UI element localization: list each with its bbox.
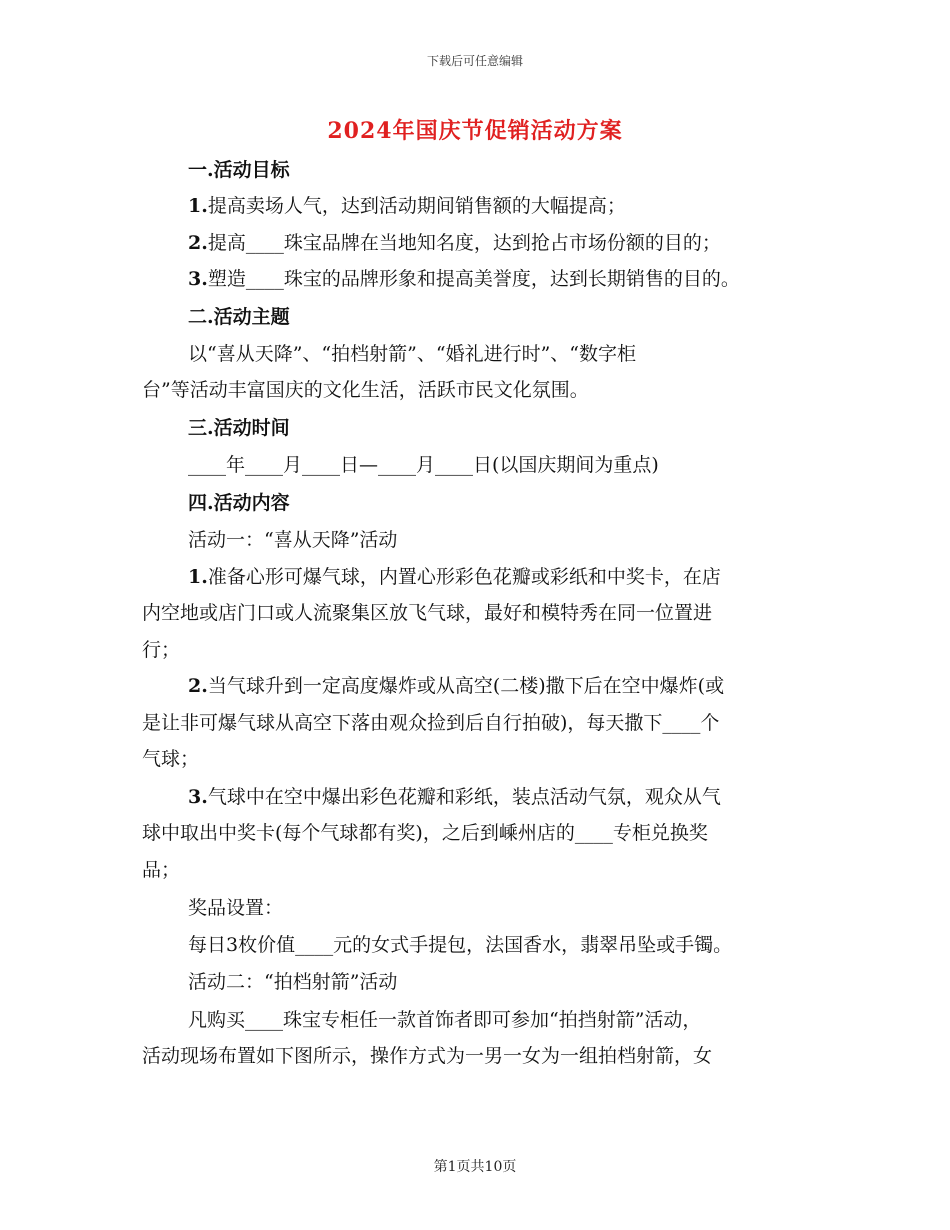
paragraph-line: [142, 1043, 950, 1069]
line-text: 塑造____珠宝的品牌形象和提高美誉度，达到长期销售的目的。: [207, 268, 740, 290]
item-number: 1.: [188, 195, 208, 217]
line-text: 四.活动内容: [188, 492, 290, 514]
item-number: 2.: [188, 232, 208, 254]
line-text: 行；: [142, 639, 181, 661]
line-text: 气球；: [142, 748, 200, 770]
line-text: 气球中在空中爆出彩色花瓣和彩纸，装点活动气氛，观众从气: [207, 786, 721, 808]
section-heading: [188, 157, 950, 183]
paragraph-line: [188, 673, 950, 699]
paragraph-line: [188, 266, 950, 292]
paragraph-line: [188, 932, 950, 958]
item-number: 2.: [188, 675, 208, 697]
line-text: 提高卖场人气，达到活动期间销售额的大幅提高；: [207, 195, 626, 217]
paragraph-line: [188, 1007, 950, 1033]
paragraph-line: [142, 746, 950, 772]
paragraph-line: [142, 377, 950, 403]
paragraph-line: [142, 637, 950, 663]
line-text: 二.活动主题: [188, 306, 290, 328]
line-text: 每日3枚价值____元的女式手提包，法国香水，翡翠吊坠或手镯。: [188, 934, 733, 956]
section-heading: [188, 415, 950, 441]
page-header: 下载后可任意编辑: [426, 54, 523, 68]
paragraph-line: [142, 600, 950, 626]
line-text: 活动一：“喜从天降”活动: [188, 529, 398, 551]
paragraph-line: [142, 710, 950, 736]
line-text: 是让非可爆气球从高空下落由观众捡到后自行拍破)，每天撒下____个: [142, 712, 720, 734]
paragraph-line: [188, 895, 950, 921]
line-text: 球中取出中奖卡(每个气球都有奖)，之后到嵊州店的____专柜兑换奖: [142, 822, 708, 844]
paragraph-line: [188, 784, 950, 810]
paragraph-line: [188, 452, 950, 478]
paragraph-line: [188, 969, 950, 995]
paragraph-line: [188, 341, 950, 367]
line-text: 品；: [142, 859, 181, 881]
line-text: 活动现场布置如下图所示，操作方式为一男一女为一组拍档射箭，女: [142, 1045, 713, 1067]
line-text: 三.活动时间: [188, 417, 290, 439]
line-text: ____年____月____日—____月____日(以国庆期间为重点): [188, 454, 659, 476]
document-title: 2024年国庆节促销活动方案: [327, 118, 623, 144]
paragraph-line: [188, 193, 950, 219]
item-number: 1.: [188, 566, 208, 588]
line-text: 以“喜从天降”、“拍档射箭”、“婚礼进行时”、“数字柜: [188, 343, 636, 365]
line-text: 凡购买____珠宝专柜任一款首饰者即可参加“拍挡射箭”活动，: [188, 1009, 702, 1031]
section-heading: [188, 490, 950, 516]
line-text: 奖品设置：: [188, 897, 284, 919]
paragraph-line: [188, 527, 950, 553]
line-text: 活动二：“拍档射箭”活动: [188, 971, 398, 993]
item-number: 3.: [188, 268, 208, 290]
section-heading: [188, 304, 950, 330]
line-text: 当气球升到一定高度爆炸或从高空(二楼)撒下后在空中爆炸(或: [207, 675, 725, 697]
paragraph-line: [142, 857, 950, 883]
page-footer: 第1页共10页: [433, 1159, 517, 1175]
line-text: 内空地或店门口或人流聚集区放飞气球，最好和模特秀在同一位置进: [142, 602, 713, 624]
line-text: 一.活动目标: [188, 159, 290, 181]
item-number: 3.: [188, 786, 208, 808]
line-text: 准备心形可爆气球，内置心形彩色花瓣或彩纸和中奖卡，在店: [207, 566, 721, 588]
paragraph-line: [188, 230, 950, 256]
line-text: 提高____珠宝品牌在当地知名度，达到抢占市场份额的目的；: [207, 232, 721, 254]
line-text: 台”等活动丰富国庆的文化生活，活跃市民文化氛围。: [142, 379, 589, 401]
paragraph-line: [142, 820, 950, 846]
paragraph-line: [188, 564, 950, 590]
